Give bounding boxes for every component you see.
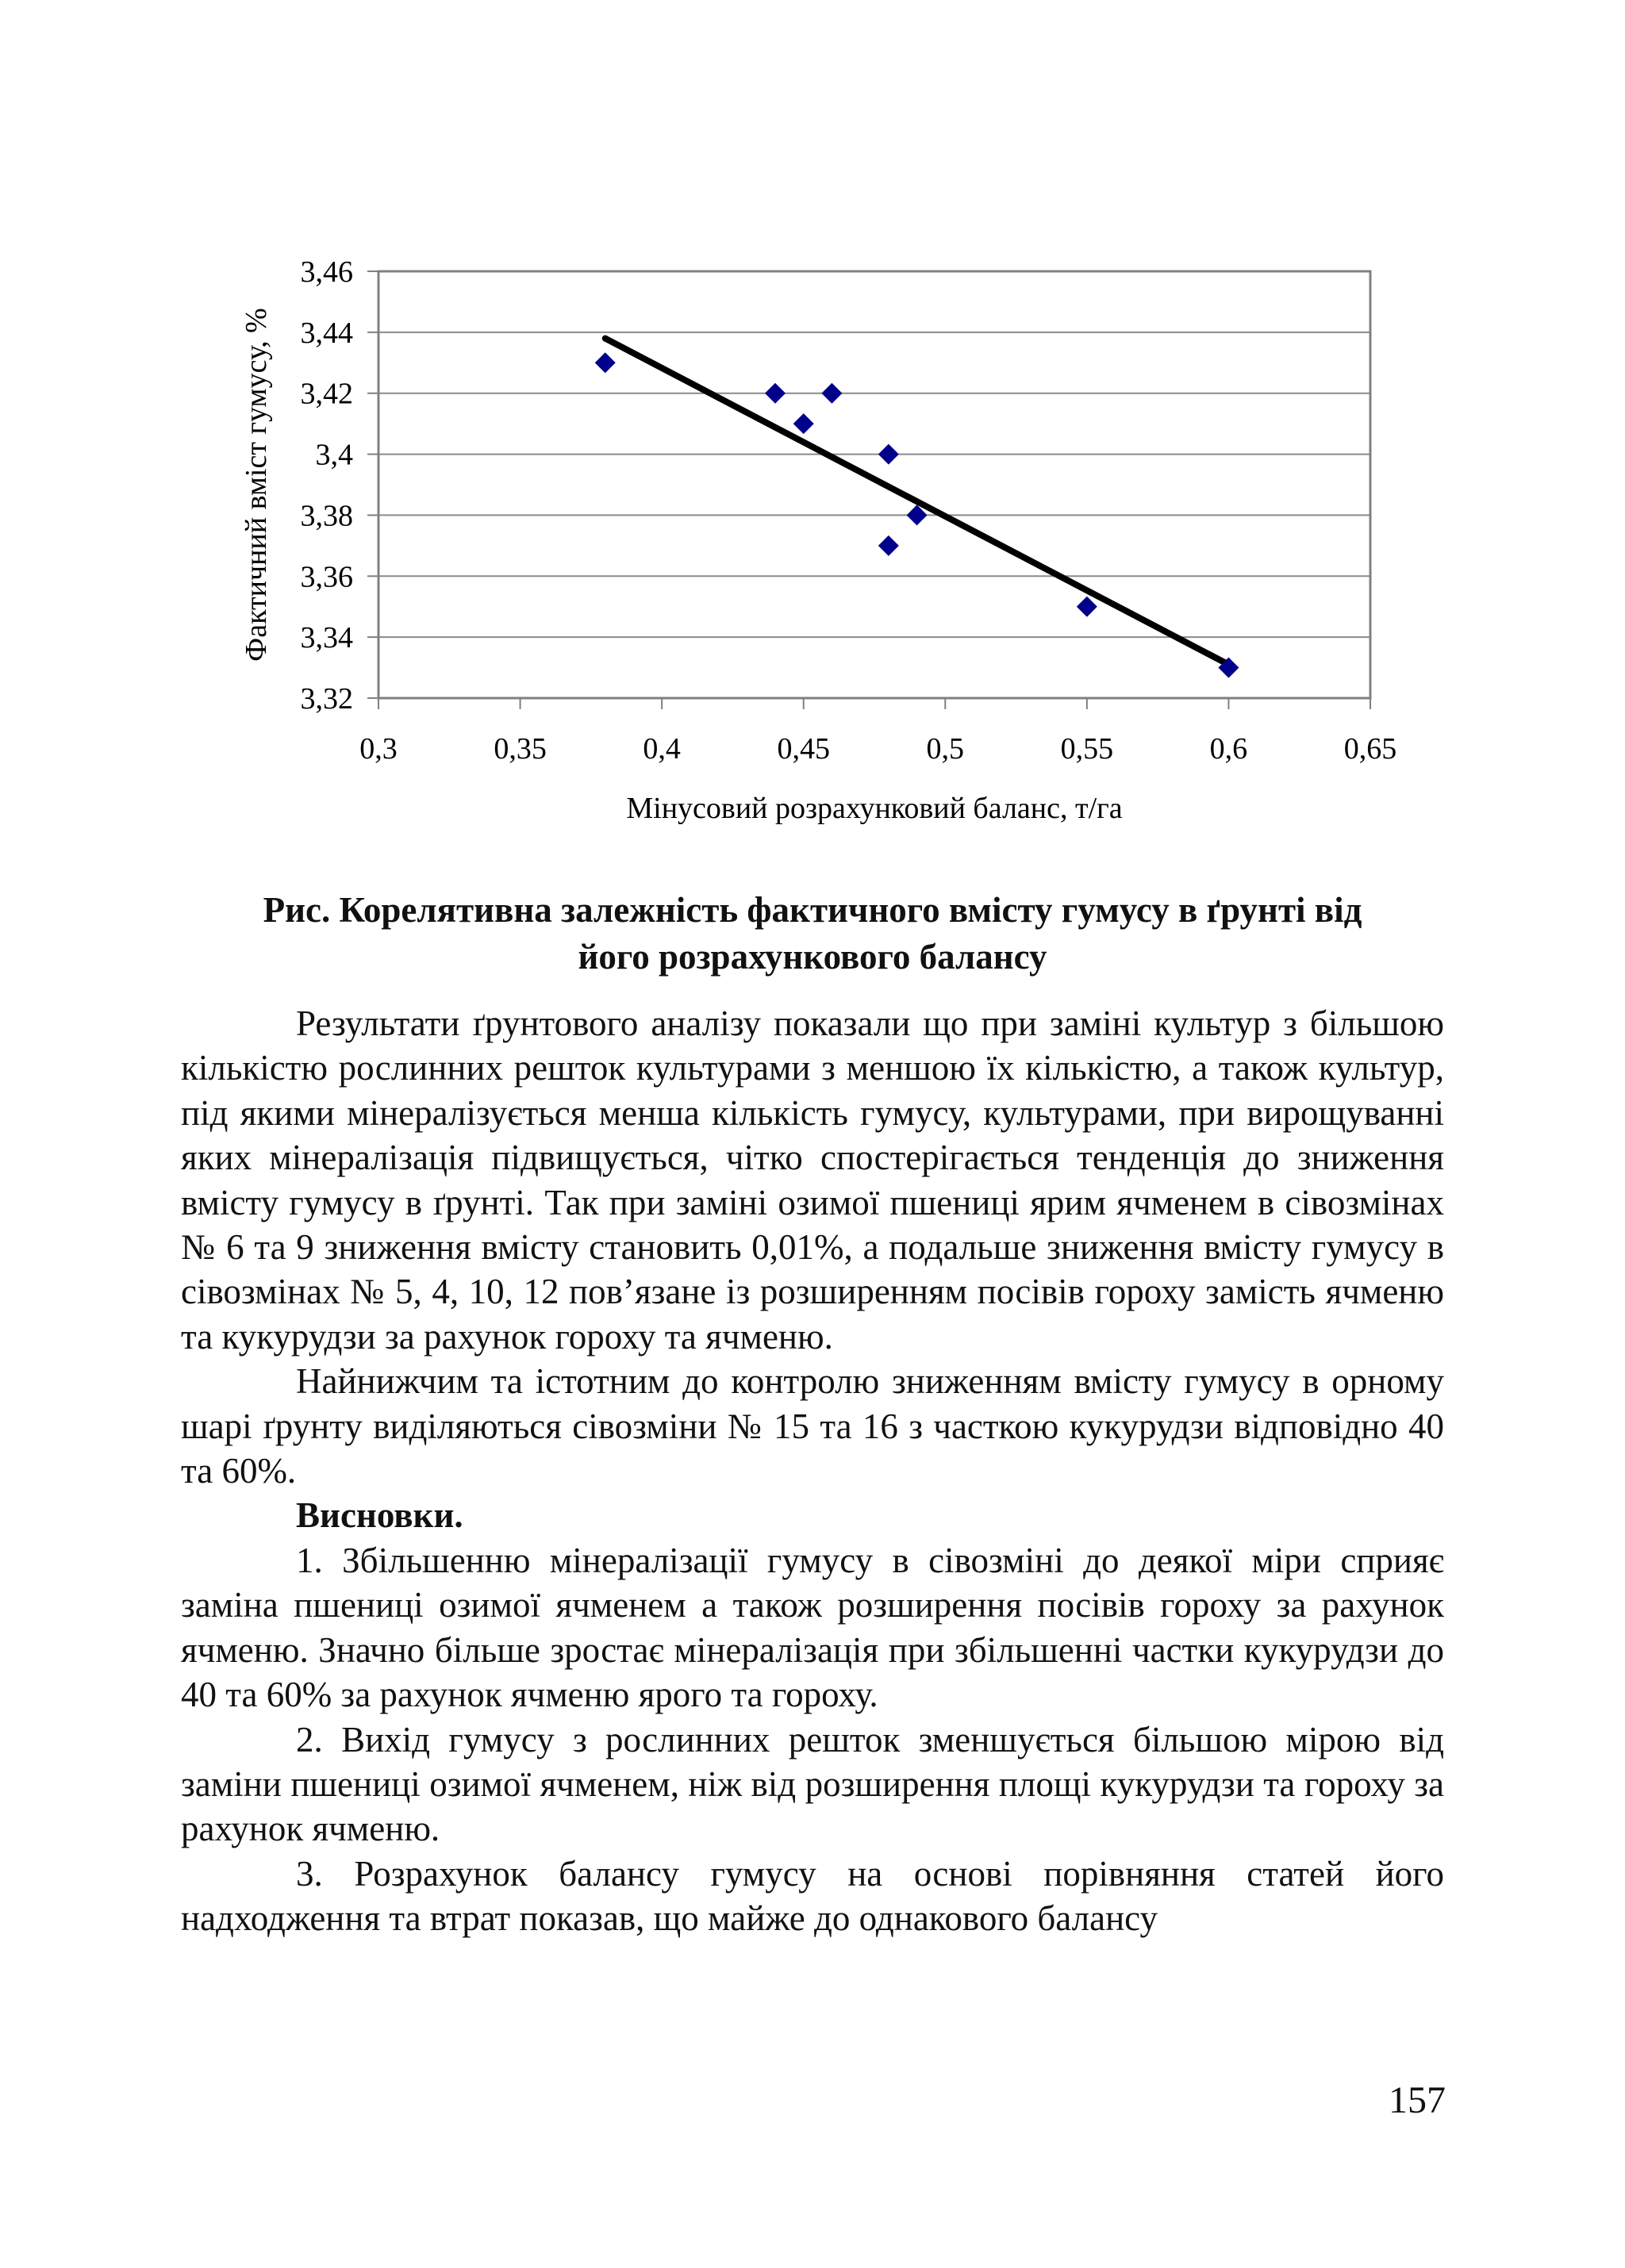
x-tick-label: 0,65 bbox=[1343, 732, 1397, 766]
conclusion-2: 2. Вихід гумусу з рослинних решток зменшується більшою мірою від заміни пшениці озимої ячменем, ніж від розширення площі кукурудзи та гороху за рахунок ячменю. bbox=[181, 1719, 1444, 1849]
page-number: 157 bbox=[1389, 2079, 1446, 2121]
data-point bbox=[793, 413, 814, 434]
y-tick-label: 3,32 bbox=[300, 682, 353, 716]
y-tick-label: 3,38 bbox=[300, 499, 353, 533]
body-text bbox=[181, 1001, 1444, 1941]
y-tick-label: 3,42 bbox=[300, 377, 353, 411]
y-axis-ticks bbox=[301, 255, 379, 716]
chart-gridlines bbox=[378, 332, 1370, 637]
data-point bbox=[1077, 597, 1097, 617]
conclusions-heading: Висновки. bbox=[296, 1495, 463, 1536]
x-tick-label: 0,3 bbox=[359, 732, 398, 766]
x-axis-ticks bbox=[359, 698, 1396, 766]
y-tick-label: 3,46 bbox=[300, 255, 353, 289]
x-tick-label: 0,45 bbox=[777, 732, 830, 766]
x-tick-label: 0,5 bbox=[926, 732, 965, 766]
caption-line-1: Рис. Корелятивна залежність фактичного вмісту гумусу в ґрунті від bbox=[263, 890, 1362, 930]
paragraph-lowest: Найнижчим та істотним до контролю зниженням вмісту гумусу в орному шарі ґрунту виділяються сівозміни № 15 та 16 з часткою кукурудзи відповідно 40 та 60%. bbox=[181, 1361, 1444, 1491]
y-tick-label: 3,4 bbox=[315, 438, 353, 472]
x-tick-label: 0,6 bbox=[1209, 732, 1248, 766]
correlation-chart bbox=[0, 0, 1625, 865]
data-point bbox=[595, 352, 616, 373]
paragraph-results: Результати ґрунтового аналізу показали що при заміні культур з більшою кількістю рослинних решток культурами з меншою їх кількістю, а також культур, під якими мінералізується менша кількість гумусу, культурами, при вирощуванні яких мінералізація підвищується, чітко спостерігається тенденція до зниження вмісту гумусу в ґрунті. Так при заміні озимої пшениці ярим ячменем в сівозмінах № 6 та 9 зниження вмісту становить 0,01%, а подальше зниження вмісту гумусу в сівозмінах № 5, 4, 10, 12 пов’язане із розширенням посівів гороху замість ячменю та кукурудзи за рахунок гороху та ячменю. bbox=[181, 1004, 1444, 1357]
y-axis-title: Фактичний вміст гумусу, % bbox=[240, 308, 273, 662]
caption-line-2: його розрахункового балансу bbox=[578, 937, 1047, 977]
conclusion-3: 3. Розрахунок балансу гумусу на основі порівняння статей його надходження та втрат показав, що майже до однакового балансу bbox=[181, 1853, 1444, 1939]
data-point bbox=[878, 535, 899, 556]
trendline-group bbox=[605, 339, 1229, 665]
y-tick-label: 3,36 bbox=[300, 560, 353, 594]
x-tick-label: 0,4 bbox=[643, 732, 681, 766]
y-tick-label: 3,44 bbox=[300, 316, 353, 350]
data-point bbox=[878, 444, 899, 465]
conclusion-1: 1. Збільшенню мінералізації гумусу в сівозміні до деякої міри сприяє заміна пшениці озимої ячменем а також розширення посівів гороху за рахунок ячменю. Значно більше зростає мінералізація при збільшенні частки кукурудзи до 40 та 60% за рахунок ячменю ярого та гороху. bbox=[181, 1540, 1444, 1715]
data-point bbox=[765, 383, 786, 404]
data-point bbox=[821, 383, 842, 404]
trendline bbox=[605, 339, 1229, 665]
plot-area bbox=[378, 271, 1370, 698]
x-tick-label: 0,55 bbox=[1060, 732, 1114, 766]
x-axis-title: Мінусовий розрахунковий баланс, т/га bbox=[626, 792, 1123, 825]
figure-caption bbox=[181, 887, 1444, 980]
y-tick-label: 3,34 bbox=[300, 621, 353, 655]
x-tick-label: 0,35 bbox=[494, 732, 547, 766]
